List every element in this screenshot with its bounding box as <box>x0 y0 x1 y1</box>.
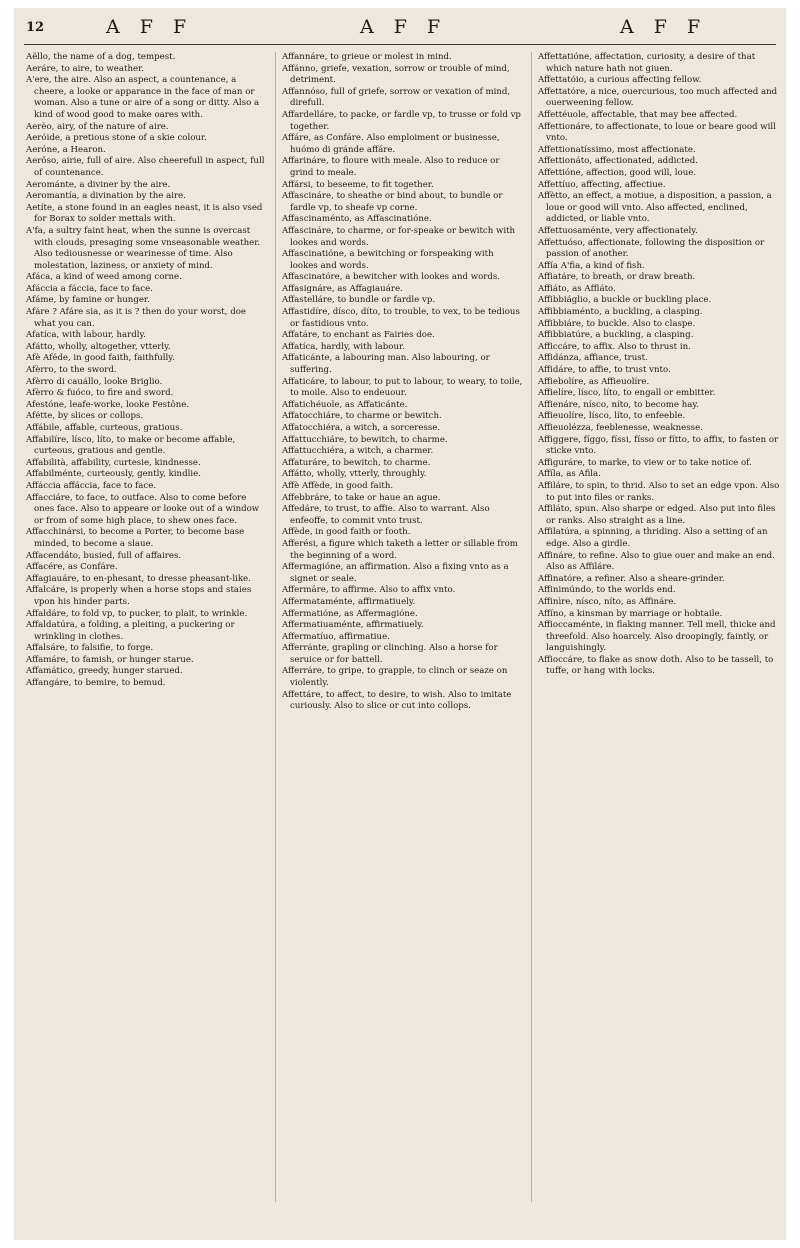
dictionary-entry: A'fa, a sultry faint heat, when the sunne is overcast with clouds, presaging some vnseasonable weather. Also tediousnesse or wearinesse of time. Also molestation, laziness, or anxiety of mind. <box>26 225 261 271</box>
dictionary-entry: Affaldatúra, a folding, a pleiting, a puckering or wrinkling in clothes. <box>26 620 235 642</box>
dictionary-entry: Affaturáre, to bewitch, to charme. <box>282 457 431 468</box>
running-headword-right: A F F <box>620 16 708 38</box>
dictionary-entry: Affamáre, to famish, or hunger starue. <box>26 654 194 665</box>
column-divider <box>531 52 532 1202</box>
dictionary-entry: Afferránte, grapling or clinching. Also a horse for seruice or for battell. <box>282 643 498 665</box>
dictionary-entry: Afáre ? Afáre sia, as it is ? then do your worst, doe what you can. <box>26 307 246 329</box>
dictionary-entry: Affacére, as Confáre. <box>26 562 118 573</box>
dictionary-entry: Aeromantía, a divination by the aire. <box>26 191 186 202</box>
dictionary-entry: Affettuóso, affectionate, following the disposition or passion of another. <box>538 237 765 260</box>
dictionary-entry: Affermatíuo, affirmatiue. <box>282 631 390 642</box>
dictionary-entry: Afèrro & fuóco, to fire and sword. <box>26 388 174 399</box>
dictionary-entry: Affagiauáre, to en-phesant, to dresse pheasant-like. <box>26 573 251 584</box>
dictionary-entry: Affidáre, to affie, to trust vnto. <box>538 365 671 376</box>
dictionary-entry: Affinimúndo, to the worlds end. <box>538 585 676 596</box>
dictionary-entry: Affatíca, hardly, with labour. <box>282 341 405 352</box>
dictionary-entry: Affibbiáglio, a buckle or buckling place. <box>538 295 712 306</box>
dictionary-entry: Affabilíre, lísco, líto, to make or become affable, curteous, gratious and gentle. <box>26 434 236 457</box>
dictionary-entry: Afáca, a kind of weed among corne. <box>26 272 182 283</box>
dictionary-entry: Aëllo, the name of a dog, tempest. <box>26 52 176 62</box>
dictionary-entry: Affiguráre, to marke, to view or to take notice of. <box>538 457 752 468</box>
dictionary-entry: Affettíuo, affecting, affectiue. <box>538 179 666 190</box>
dictionary-entry: Affáccia affáccia, face to face. <box>26 480 157 491</box>
dictionary-entry: Affiláto, spun. Also sharpe or edged. Also put into files or ranks. Also straight as a line. <box>538 504 776 526</box>
header-rule <box>24 44 776 45</box>
dictionary-entry: Affabilménte, curteously, gently, kindlie. <box>26 469 201 480</box>
dictionary-entry: Affátto, wholly, vtterly, throughly. <box>282 469 427 480</box>
dictionary-entry: Affieuolézza, feeblenesse, weaknesse. <box>538 423 703 433</box>
dictionary-entry: Afèrro, to the sword. <box>26 365 117 376</box>
dictionary-entry: Affattucchiéra, a witch, a charmer. <box>282 446 434 457</box>
dictionary-entry: Affieuolíre, lísco, líto, to enfeeble. <box>538 411 686 422</box>
dictionary-entry: Affermagióne, an affirmation. Also a fixing vnto as a signet or seale. <box>282 562 509 584</box>
dictionary-entry: Affascináre, to charme, or for-speake or bewitch with lookes and words. <box>282 225 516 248</box>
dictionary-entry: Affaldáre, to fold vp, to pucker, to plait, to wrinkle. <box>26 608 248 619</box>
dictionary-entry: Aeróide, a pretious stone of a skie colour. <box>26 133 207 144</box>
dictionary-entry: Affascinatióne, a bewitching or forspeaking with lookes and words. <box>282 249 494 271</box>
dictionary-entry: Affannóso, full of griefe, sorrow or vexation of mind, direfull. <box>282 86 511 109</box>
dictionary-entry: Affatichéuole, as Affaticánte. <box>282 399 408 410</box>
dictionary-entry: Affáre, as Confáre. Also emploiment or businesse, huómo di gránde affáre. <box>282 133 500 155</box>
dictionary-entry: Affalcáre, is properly when a horse stops and staies vpon his hinder parts. <box>26 585 252 607</box>
dictionary-entry: Afátto, wholly, altogether, vtterly. <box>26 341 171 352</box>
dictionary-entry: Affiggere, fíggo, físsi, físso or fítto, to affix, to fasten or sticke vnto. <box>538 434 779 457</box>
dictionary-entry: Affattucchiáre, to bewitch, to charme. <box>282 434 448 445</box>
dictionary-entry: Afáme, by famine or hunger. <box>26 295 150 306</box>
page-number: 12 <box>26 20 45 35</box>
dictionary-entry: Affangáre, to bemire, to bemud. <box>26 678 166 689</box>
running-headword-center: A F F <box>360 16 448 38</box>
dictionary-entry: Affabilità, affability, curtesie, kindnesse. <box>26 457 201 468</box>
dictionary-entry: Affettionáto, affectionated, addicted. <box>538 156 698 167</box>
dictionary-column-right <box>538 52 780 1232</box>
dictionary-entry: Affaticánte, a labouring man. Also labouring, or suffering. <box>282 353 490 376</box>
dictionary-entry: Affatocchiáre, to charme or bewitch. <box>282 411 442 422</box>
dictionary-entry: Affinìre, nísco, níto, as Affináre. <box>538 596 677 607</box>
dictionary-entry: Affasignáre, as Affagiauáre. <box>282 283 403 294</box>
dictionary-entry: Affascinaménto, as Affascinatióne. <box>282 214 432 225</box>
dictionary-entry: Afferési, a figure which taketh a letter or sillable from the beginning of a word. <box>282 538 518 561</box>
dictionary-entry: Affacchinársi, to become a Porter, to become base minded, to become a slaue. <box>26 527 245 549</box>
dictionary-entry: Affiláre, to spin, to thrid. Also to set an edge vpon. Also to put into files or ranks. <box>538 480 780 503</box>
dictionary-entry: Affascinatóre, a bewitcher with lookes and words. <box>282 272 500 283</box>
dictionary-entry: Affía A'fia, a kind of fish. <box>538 260 645 271</box>
dictionary-entry: Affètto, an effect, a motiue, a disposition, a passion, a loue or good will vnto. Also affected, enclined, addicted, or liable vnto. <box>538 191 772 225</box>
dictionary-entry: Affatocchiéra, a witch, a sorceresse. <box>282 423 441 433</box>
dictionary-entry: Affettatóre, a nice, ouercurious, too much affected and ouerweening fellow. <box>538 86 778 109</box>
dictionary-entry: Affársi, to beseeme, to fit together. <box>282 179 434 190</box>
dictionary-entry: Affannáre, to grieue or molest in mind. <box>282 52 452 62</box>
dictionary-page <box>14 8 786 1240</box>
running-headword-left: A F F <box>106 16 194 38</box>
dictionary-entry: Aeráre, to aire, to weather. <box>26 63 144 74</box>
dictionary-entry: Affiatáre, to breath, or draw breath. <box>538 272 696 283</box>
dictionary-entry: Afè Aféde, in good faith, faithfully. <box>26 353 175 364</box>
page-header <box>14 8 786 44</box>
dictionary-entry: Afétte, by slices or collops. <box>26 411 144 422</box>
dictionary-entry: Affettatóio, a curious affecting fellow. <box>538 75 702 86</box>
dictionary-entry: Affettionatíssimo, most affectionate. <box>538 144 696 155</box>
dictionary-entry: Affacendáto, busied, full of affaires. <box>26 550 182 561</box>
dictionary-entry: Affilatúra, a spinning, a thriding. Also a setting of an edge. Also a girdle. <box>538 527 768 549</box>
dictionary-column-left <box>26 52 268 1232</box>
dictionary-entry: Affermatióne, as Affermagióne. <box>282 608 418 619</box>
dictionary-entry: Affermatiuaménte, affirmatiuely. <box>282 620 424 631</box>
dictionary-entry: Afèrro di cauállo, looke Briglio. <box>26 376 163 387</box>
dictionary-entry: Affettáre, to affect, to desire, to wish. Also to imitate curiously. Also to slice or cut into collops. <box>282 689 512 712</box>
dictionary-entry: Affiáto, as Affláto. <box>538 283 616 294</box>
dictionary-entry: Affamático, greedy, hunger starued. <box>26 666 183 677</box>
column-divider <box>275 52 276 1202</box>
dictionary-entry: Affielíre, lísco, líto, to engall or embitter. <box>538 388 716 399</box>
dictionary-entry: Affède, in good faith or footh. <box>282 527 411 538</box>
dictionary-entry: Affascináre, to sheathe or bind about, to bundle or fardle vp, to sheafe vp corne. <box>282 191 503 213</box>
dictionary-entry: Affettéuole, affectable, that may bee affected. <box>538 109 738 120</box>
dictionary-entry: Affastidíre, dísco, díto, to trouble, to vex, to be tedious or fastidious vnto. <box>282 307 520 329</box>
dictionary-entry: Aerománte, a diviner by the aire. <box>26 179 171 190</box>
dictionary-entry: Affacciáre, to face, to outface. Also to come before ones face. Also to appeare or looke out of a window or from of some high place, to shew ones face. <box>26 492 260 526</box>
dictionary-entry: Aetíte, a stone found in an eagles neast, it is also vsed for Borax to solder mettals with. <box>26 202 263 225</box>
dictionary-entry: Affidánza, affiance, trust. <box>538 353 648 364</box>
dictionary-entry: Affinatóre, a refiner. Also a sheare-grinder. <box>538 573 725 584</box>
dictionary-entry: Affináre, to refine. Also to giue ouer and make an end. Also as Affiláre. <box>538 550 775 573</box>
dictionary-entry: Affettuosaménte, very affectionately. <box>538 225 698 236</box>
dictionary-entry: Affermataménte, affirmatiuely. <box>282 596 416 607</box>
dictionary-entry: Affalsáre, to falsifie, to forge. <box>26 643 154 654</box>
dictionary-entry: Afatíca, with labour, hardly. <box>26 330 146 341</box>
dictionary-entry: Affíla, as Afila. <box>538 469 601 480</box>
dictionary-column-middle <box>282 52 524 1232</box>
dictionary-entry: Aerôso, airie, full of aire. Also cheerefull in aspect, full of countenance. <box>26 156 265 178</box>
dictionary-entry: Affíno, a kinsman by marriage or hobtaile. <box>538 608 723 619</box>
dictionary-entry: Affábile, affable, curteous, gratious. <box>26 423 183 433</box>
dictionary-entry: A'ere, the aire. Also an aspect, a countenance, a cheere, a looke or apparance in the face of man or woman. Also a tune or aire of a song or ditty. Also a kind of wood good to make oares with. <box>26 75 260 120</box>
dictionary-entry: Afferráre, to gripe, to grapple, to clinch or seaze on violently. <box>282 666 508 689</box>
dictionary-entry: Affettióne, affection, good will, loue. <box>538 167 697 178</box>
dictionary-entry: Aeróne, a Hearon. <box>26 144 106 155</box>
dictionary-entry: Affibbiáre, to buckle. Also to claspe. <box>538 318 696 329</box>
dictionary-entry: Affastelláre, to bundle or fardle vp. <box>282 295 436 306</box>
dictionary-entry: Affatáre, to enchant as Fairies doe. <box>282 330 435 341</box>
dictionary-entry: Afestóne, leafe-worke, looke Festône. <box>26 399 190 410</box>
dictionary-entry: Affaticáre, to labour, to put to labour, to weary, to toile, to moile. Also to endeuour. <box>282 376 523 399</box>
dictionary-entry: Affibbiaménto, a buckling, a clasping. <box>538 307 703 318</box>
dictionary-entry: Affè Affède, in good faith. <box>282 480 394 491</box>
dictionary-entry: Affioccáre, to flake as snow doth. Also to be tassell, to tuffe, or hang with locks. <box>538 654 774 677</box>
dictionary-entry: Aerèo, airy, of the nature of aire. <box>26 121 169 132</box>
dictionary-entry: Affardelláre, to packe, or fardle vp, to trusse or fold vp together. <box>282 109 521 132</box>
dictionary-entry: Affánno, griefe, vexation, sorrow or trouble of mind, detriment. <box>282 63 510 86</box>
dictionary-entry: Affettionáre, to affectionate, to loue or beare good will vnto. <box>538 121 776 144</box>
dictionary-entry: Affettatióne, affectation, curiosity, a desire of that which nature hath not giuen. <box>538 52 756 74</box>
dictionary-entry: Afficcáre, to affix. Also to thrust in. <box>538 341 691 352</box>
dictionary-entry: Affibbiatúre, a buckling, a clasping. <box>538 330 694 341</box>
dictionary-entry: Affioccaménte, in flaking manner. Tell mell, thicke and threefold. Also hoarcely. Also droopingly, faintly, or languishingly. <box>538 620 776 654</box>
dictionary-entry: Afáccia a fáccia, face to face. <box>26 283 153 294</box>
dictionary-entry: Affarináre, to floure with meale. Also to reduce or grind to meale. <box>282 156 500 178</box>
dictionary-entry: Affermáre, to affirme. Also to affix vnto. <box>282 585 456 596</box>
dictionary-entry: Affiebolíre, as Affieuolíre. <box>538 376 650 387</box>
dictionary-entry: Affedáre, to trust, to affie. Also to warrant. Also enfeoffe, to commit vnto trust. <box>282 504 490 526</box>
dictionary-entry: Affebbráre, to take or haue an ague. <box>282 492 441 503</box>
dictionary-entry: Affienáre, nísco, níto, to become hay. <box>538 399 699 410</box>
